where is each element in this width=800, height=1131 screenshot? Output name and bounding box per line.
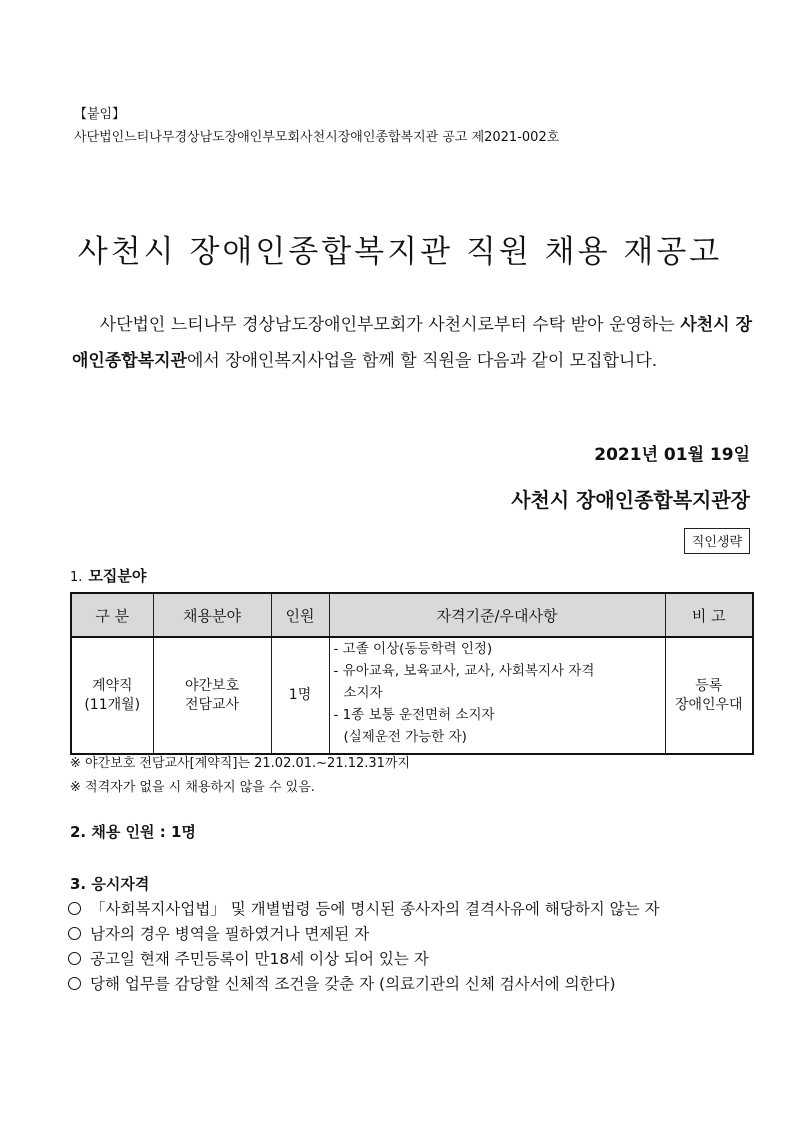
col-header-count: 인원: [271, 593, 329, 637]
section-3-heading: 3. 응시자격: [70, 875, 150, 893]
remarks-line-1: 등록: [695, 677, 723, 694]
qualification-item: - 유아교육, 보육교사, 교사, 사회복지사 자격: [333, 663, 595, 679]
field-line-2: 전담교사: [184, 696, 240, 713]
col-header-field: 채용분야: [153, 593, 271, 637]
criteria-item: [68, 947, 429, 969]
field-line-1: 야간보호: [184, 677, 240, 694]
criteria-text: 공고일 현재 주민등록이 만18세 이상 되어 있는 자: [90, 950, 429, 968]
section-1-title: 모집분야: [88, 567, 147, 585]
section-1-heading: [70, 565, 146, 586]
seal-omitted-box: 직인생략: [684, 528, 750, 554]
qualification-item: (실제운전 가능한 자): [343, 729, 467, 745]
col-header-qualifications: 자격기준/우대사항: [329, 593, 665, 637]
criteria-text: 당해 업무를 감당할 신체적 조건을 갖춘 자 (의료기관의 신체 검사서에 의한다): [90, 975, 616, 993]
circle-bullet-icon: [68, 977, 81, 990]
category-line-2: (11개월): [84, 696, 141, 713]
col-header-remarks: 비 고: [665, 593, 753, 637]
cell-category: [71, 637, 153, 754]
cell-field: [153, 637, 271, 754]
table-row: [71, 637, 753, 754]
intro-paragraph: [72, 307, 752, 379]
qualification-item: - 1종 보통 운전면허 소지자: [333, 707, 495, 723]
intro-bold-org: 사천시 장애인종합복지관: [72, 315, 752, 371]
category-line-1: 계약직: [91, 677, 133, 694]
qualification-item: - 고졸 이상(동등학력 인정): [333, 641, 493, 657]
intro-text-2: 에서 장애인복지사업을 함께 할 직원을 다음과 같이 모집합니다.: [186, 351, 658, 371]
footnote-no-hire: ※ 적격자가 없을 시 채용하지 않을 수 있음.: [70, 780, 315, 795]
notice-number-line: 사단법인느티나무경상남도장애인부모회사천시장애인종합복지관 공고 제2021-002호: [74, 130, 560, 145]
notice-date: 2021년 01월 19일: [594, 445, 750, 465]
cell-remarks: [665, 637, 753, 754]
criteria-item: [68, 922, 369, 944]
section-2-heading: 2. 채용 인원 : 1명: [70, 823, 196, 841]
intro-text-1: 사단법인 느티나무 경상남도장애인부모회가 사천시로부터 수탁 받아 운영하는: [99, 315, 681, 335]
section-1-number: 1.: [70, 570, 83, 585]
cell-count: 1명: [271, 637, 329, 754]
attachment-label: 【붙임】: [74, 107, 126, 122]
criteria-text: 「사회복지사업법」 및 개별법령 등에 명시된 종사자의 결격사유에 해당하지 않는 자: [90, 900, 660, 918]
criteria-text: 남자의 경우 병역을 필하였거나 면제된 자: [90, 925, 370, 943]
circle-bullet-icon: [68, 952, 81, 965]
table-header-row: [71, 593, 753, 637]
criteria-item: [68, 972, 616, 994]
footnote-contract-period: ※ 야간보호 전담교사[계약직]는 21.02.01.~21.12.31까지: [70, 756, 411, 771]
col-header-category: 구 분: [71, 593, 153, 637]
circle-bullet-icon: [68, 927, 81, 940]
page-title: 사천시 장애인종합복지관 직원 채용 재공고: [77, 234, 723, 270]
criteria-item: [68, 897, 659, 919]
recruitment-table: [70, 592, 754, 755]
issuer-name: 사천시 장애인종합복지관장: [511, 488, 750, 512]
qualification-item: 소지자: [343, 685, 383, 701]
remarks-line-2: 장애인우대: [674, 696, 743, 713]
cell-qualifications: [329, 637, 665, 754]
circle-bullet-icon: [68, 902, 81, 915]
